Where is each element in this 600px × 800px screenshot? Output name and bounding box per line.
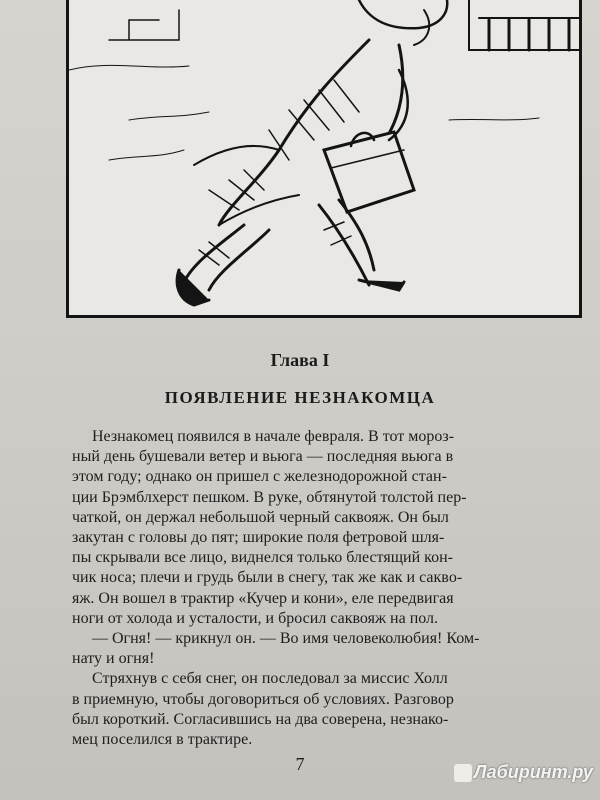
- page-number: 7: [295, 754, 305, 775]
- text-line: ции Брэмблхерст пешком. В руке, обтянутой толстой пер-: [72, 488, 467, 506]
- text-line: пы скрывали все лицо, виднелся только блестящий кон-: [72, 549, 453, 567]
- text-line: Незнакомец появился в начале февраля. В тот мороз-: [92, 428, 455, 445]
- text-line: ноги от холода и усталости, и бросил саквояж на пол.: [72, 609, 439, 627]
- text-line: чаткой, он держал небольшой черный саквояж. Он был: [72, 508, 449, 526]
- chapter-title: ПОЯВЛЕНИЕ НЕЗНАКОМЦА: [164, 388, 436, 407]
- text-line: ный день бушевали ветер и вьюга — последняя вьюга в: [72, 448, 454, 466]
- chapter-illustration: [66, 0, 582, 318]
- text-line: яж. Он вошел в трактир «Кучер и кони», еле передвигая: [72, 589, 454, 607]
- text-line: был короткий. Согласившись на два соверена, незнако-: [72, 710, 449, 728]
- man-with-suitcase-illustration: [69, 0, 579, 315]
- text-line: — Огня! — крикнул он. — Во имя человеколюбия! Ком-: [92, 630, 480, 647]
- watermark: Лабиринт.ру: [474, 762, 593, 782]
- chapter-label: Глава I: [270, 350, 330, 370]
- text-line: в приемную, чтобы договориться об условиях. Разговор: [72, 690, 454, 708]
- text-line: этом году; однако он пришел с железнодорожной стан-: [72, 468, 447, 486]
- text-line: закутан с головы до пят; широкие поля фетровой шля-: [72, 529, 445, 546]
- text-line: нату и огня!: [72, 650, 155, 668]
- text-line: мец поселился в трактире.: [72, 731, 253, 748]
- text-line: Стряхнув с себя снег, он последовал за миссис Холл: [92, 670, 448, 688]
- text-line: чик носа; плечи и грудь были в снегу, так же как и саквo-: [72, 569, 463, 587]
